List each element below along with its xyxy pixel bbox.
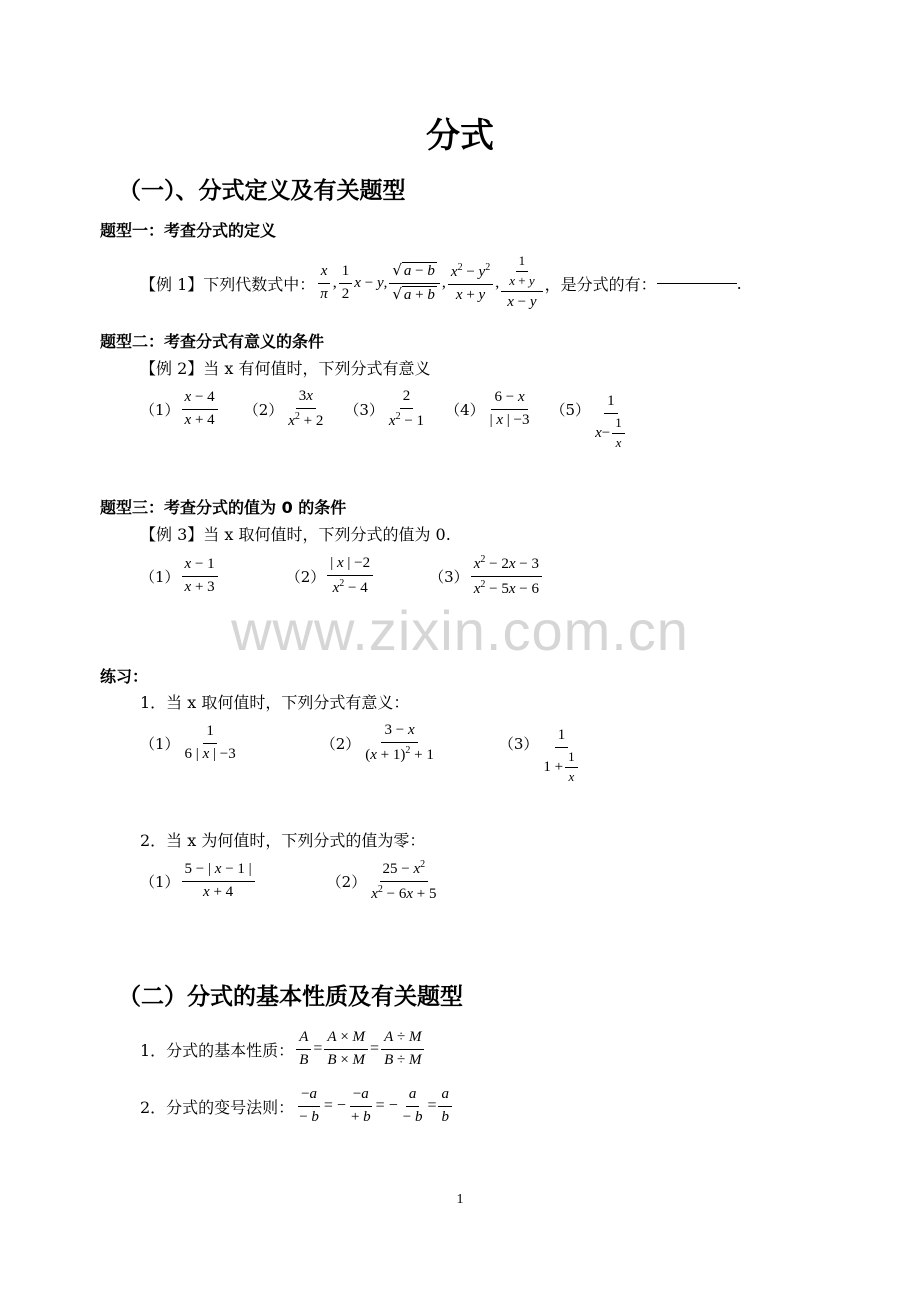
practice-q2-row <box>140 858 441 904</box>
example2-row <box>140 386 632 450</box>
item-label: （2） <box>320 734 361 753</box>
section2-heading: （二）分式的基本性质及有关题型 <box>118 984 463 1010</box>
page-number: 1 <box>456 1192 464 1207</box>
example1-row: 【例 1】下列代数式中： $\frac{x}{\pi}$ , $\frac{1}{2}$ x − y, $\frac{√ a - b}{√ a + b}$ , $\frac{x^2 - y^2}{x + y}$ , $\frac{\frac{1}{x + y}}{x - y}$ ，是分式的有： . <box>140 253 742 311</box>
example3-row <box>140 553 544 599</box>
practice-q1-row <box>140 720 585 784</box>
formula: $\frac{5 - | x - 1 |}{x + 4}$ <box>182 861 255 901</box>
formula: $\frac{a}{- b}$ <box>402 1086 423 1125</box>
item-label: （3） <box>498 734 539 753</box>
example3-label: 【例 3】当 x 取何值时，下列分式的值为 0. <box>140 525 451 544</box>
sign-rule-label: 2．分式的变号法则： <box>140 1097 295 1117</box>
page-title: 分式 <box>426 116 494 156</box>
section1-heading: （一）、分式定义及有关题型 <box>118 178 406 204</box>
property-row: 1．分式的基本性质： $\frac{A}{B}$ = $\frac{A \times M}{B \times M}$ = $\frac{A \div M}{B \div M}$ <box>140 1025 426 1073</box>
property-label: 1．分式的基本性质： <box>140 1040 295 1060</box>
formula-half: $\frac{1}{2}$ <box>339 263 353 303</box>
formula: $\frac{25 - x^2}{x^2 - 6x + 5}$ <box>371 859 437 902</box>
formula: $\frac{2}{x^2 - 1}$ <box>388 388 425 429</box>
practice-q1: 1．当 x 取何值时，下列分式有意义： <box>140 693 410 712</box>
item-label: （3） <box>429 567 469 586</box>
answer-blank[interactable] <box>657 283 737 284</box>
formula: $\frac{-a}{+ b}$ <box>350 1086 371 1125</box>
example1-end: . <box>736 273 742 293</box>
formula: $\frac{1}{6 | x | -3}$ <box>184 723 236 762</box>
formula: 1 1 + $\frac{1}{x}$ <box>540 727 582 784</box>
example2-label: 【例 2】当 x 有何值时，下列分式有意义 <box>140 359 431 378</box>
formula-diff-squares: $\frac{x^2 - y^2}{x + y}$ <box>448 262 493 304</box>
formula: 1 x − $\frac{1}{x}$ <box>592 393 630 450</box>
item-label: （4） <box>445 400 485 419</box>
formula: $\frac{x - 4}{x + 4}$ <box>182 389 218 429</box>
item-label: （2） <box>285 567 326 586</box>
formula: $\frac{A \times M}{B \times M}$ <box>324 1029 368 1069</box>
formula: $\frac{6 - x}{| x | -3}$ <box>489 389 530 428</box>
formula-complex: $\frac{\frac{1}{x + y}}{x - y}$ <box>501 254 542 311</box>
item-label: （1） <box>140 400 180 419</box>
example1-label: 【例 1】下列代数式中： <box>140 274 316 294</box>
sign-rule-row: 2．分式的变号法则： $\frac{-a}{- b}$ = − $\frac{-a}{+ b}$ = − $\frac{a}{- b}$ = $\frac{a}{b}$ <box>140 1082 454 1130</box>
formula-x-over-pi: $\frac{x}{\pi}$ <box>317 263 331 303</box>
example1-suffix: ，是分式的有： <box>544 274 657 294</box>
type3-heading: 题型三：考查分式的值为 0 的条件 <box>100 498 347 517</box>
formula: $\frac{a}{b}$ <box>438 1086 452 1126</box>
item-label: （1） <box>140 567 180 586</box>
item-label: （2） <box>243 400 284 419</box>
formula: $\frac{-a}{- b}$ <box>299 1086 319 1125</box>
item-label: （2） <box>326 872 367 891</box>
practice-q2: 2．当 x 为何值时，下列分式的值为零： <box>140 831 426 850</box>
item-label: （1） <box>140 734 180 753</box>
formula: $\frac{A}{B}$ <box>296 1029 311 1069</box>
formula: $\frac{3 - x}{(x + 1)^2 + 1}$ <box>365 722 434 763</box>
type2-heading: 题型二：考查分式有意义的条件 <box>100 332 325 351</box>
formula-sqrt-ratio: $\frac{√ a - b}{√ a + b}$ <box>389 262 440 304</box>
formula: $\frac{x^2 - 2x - 3}{x^2 - 5x - 6}$ <box>471 554 542 598</box>
type1-heading: 题型一：考查分式的定义 <box>100 221 277 240</box>
formula: $\frac{A \div M}{B \div M}$ <box>381 1029 424 1069</box>
item-label: （1） <box>140 872 180 891</box>
formula: $\frac{x - 1}{x + 3}$ <box>182 556 218 596</box>
watermark: www.zixin.com.cn <box>231 599 689 662</box>
item-label: （5） <box>550 400 591 419</box>
item-label: （3） <box>344 400 384 419</box>
formula: $\frac{3x}{x^2 + 2}$ <box>288 388 324 429</box>
formula: $\frac{| x | -2}{x^2 - 4}$ <box>327 555 373 597</box>
practice-heading: 练习： <box>100 667 149 686</box>
